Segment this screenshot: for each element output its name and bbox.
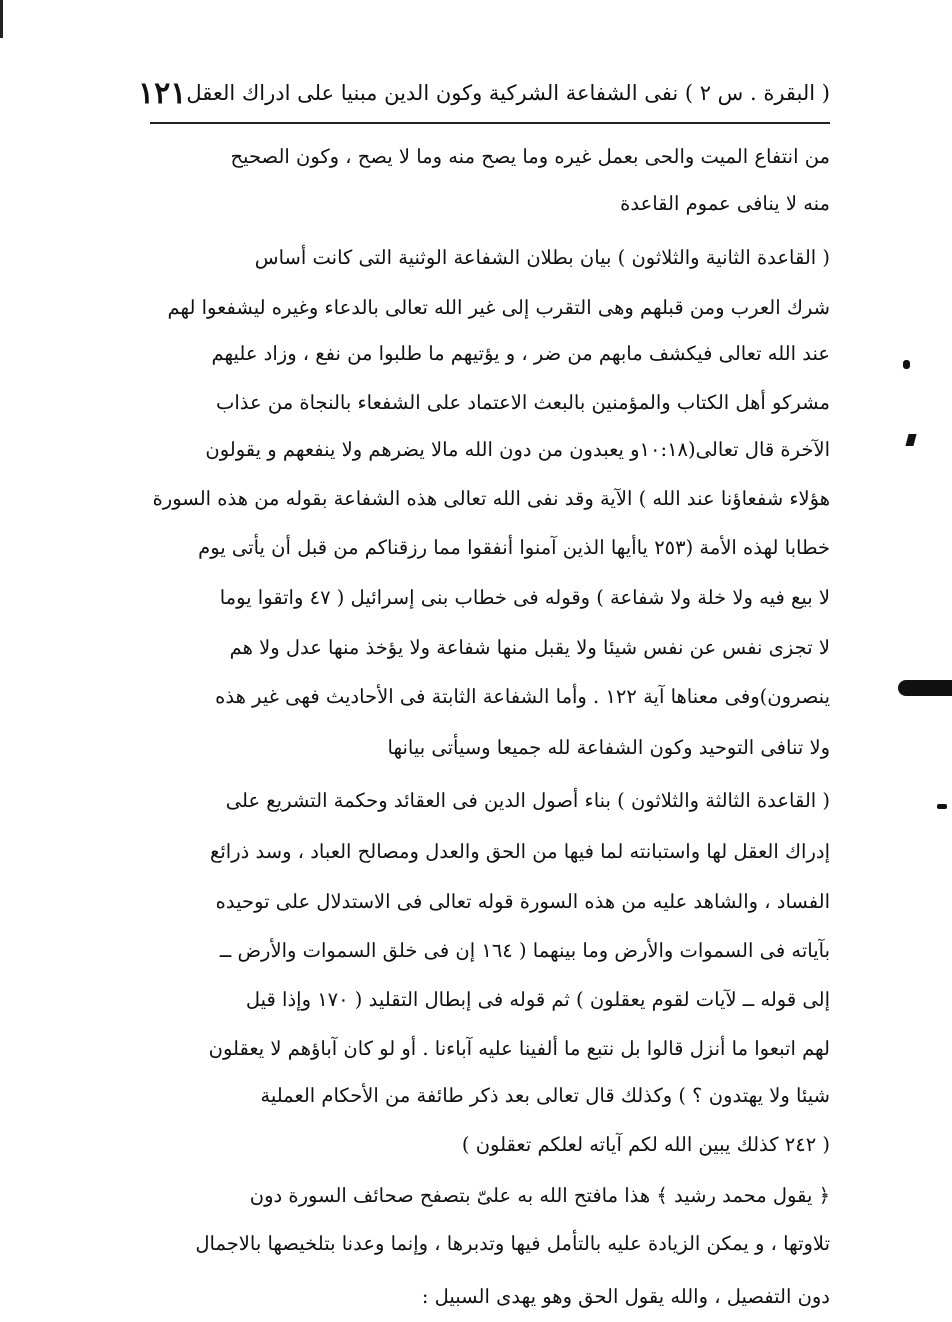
scan-speck xyxy=(937,804,947,809)
text-line: من انتفاع الميت والحى بعمل غيره وما يصح منه وما لا يصح ، وكون الصحيح xyxy=(230,145,830,168)
running-title: ( البقرة . س ٢ ) نفى الشفاعة الشركية وكون الدين مبنيا على ادراك العقل xyxy=(186,81,830,105)
text-line: عند الله تعالى فيكشف مابهم من ضر ، و يؤتيهم ما طلبوا من نفع ، وزاد عليهم xyxy=(211,342,830,365)
text-line: ( ٢٤٢ كذلك يبين الله لكم آياته لعلكم تعقلون ) xyxy=(461,1133,830,1156)
text-line: دون التفصيل ، والله يقول الحق وهو يهدى السبيل : xyxy=(421,1285,830,1308)
text-line: الفساد ، والشاهد عليه من هذه السورة قوله تعالى فى الاستدلال على توحيده xyxy=(215,890,830,913)
text-line: إدراك العقل لها واستبانته لما فيها من الحق والعدل ومصالح العباد ، وسد ذرائع xyxy=(209,840,830,863)
text-line: لا بيع فيه ولا خلة ولا شفاعة ) وقوله فى خطاب بنى إسرائيل ( ٤٧ واتقوا يوما xyxy=(219,586,830,609)
text-line: ( القاعدة الثالثة والثلاثون ) بناء أصول الدين فى العقائد وحكمة التشريع على xyxy=(225,789,830,812)
scan-edge-bar xyxy=(898,680,952,696)
scan-edge-mark xyxy=(0,0,3,38)
text-line: شيئا ولا يهتدون ؟ ) وكذلك قال تعالى بعد ذكر طائفة من الأحكام العملية xyxy=(260,1084,830,1107)
text-line: هؤلاء شفعاؤنا عند الله ) الآية وقد نفى الله تعالى هذه الشفاعة بقوله من هذه السورة xyxy=(152,487,830,510)
text-line: الآخرة قال تعالى(١٠:١٨و يعبدون من دون الله مالا يضرهم ولا ينفعهم و يقولون xyxy=(205,438,830,461)
text-line: لهم اتبعوا ما أنزل قالوا بل نتبع ما ألفينا عليه آباءنا . أو لو كان آباؤهم لا يعقلون xyxy=(208,1037,830,1060)
header-rule xyxy=(150,122,830,124)
text-line: ( القاعدة الثانية والثلاثون ) بيان بطلان الشفاعة الوثنية التى كانت أساس xyxy=(254,246,830,269)
text-line: منه لا ينافى عموم القاعدة xyxy=(620,192,830,215)
text-line: شرك العرب ومن قبلهم وهى التقرب إلى غير الله تعالى بالدعاء وغيره ليشفعوا لهم xyxy=(167,296,830,319)
text-line: ينصرون)وفى معناها آية ١٢٢ . وأما الشفاعة الثابتة فى الأحاديث فهى غير هذه xyxy=(215,685,830,708)
text-line: مشركو أهل الكتاب والمؤمنين بالبعث الاعتماد على الشفعاء بالنجاة من عذاب xyxy=(216,391,830,414)
page-number: ١٢١ xyxy=(138,75,187,111)
text-line: خطابا لهذه الأمة (٢٥٣ ياأيها الذين آمنوا أنفقوا مما رزقناكم من قبل أن يأتى يوم xyxy=(198,536,830,559)
text-line: لا تجزى نفس عن نفس شيئا ولا يقبل منها شفاعة ولا يؤخذ منها عدل ولا هم xyxy=(229,636,830,659)
scan-speck xyxy=(903,360,910,369)
text-line: ولا تنافى التوحيد وكون الشفاعة لله جميعا وسيأتى بيانها xyxy=(387,736,830,759)
page-header xyxy=(138,68,830,118)
text-line: تلاوتها ، و يمكن الزيادة عليه بالتأمل فيها وتدبرها ، وإنما وعدنا بتلخيصها بالاجمال xyxy=(195,1232,830,1255)
scan-speck xyxy=(905,434,916,446)
text-line: ﴿ يقول محمد رشيد ﴾ هذا مافتح الله به علىّ بتصفح صحائف السورة دون xyxy=(249,1184,830,1207)
text-line: إلى قوله ــ لآيات لقوم يعقلون ) ثم قوله فى إبطال التقليد ( ١٧٠ وإذا قيل xyxy=(245,988,830,1011)
text-line: بآياته فى السموات والأرض وما بينهما ( ١٦٤ إن فى خلق السموات والأرض ــ xyxy=(219,939,830,962)
